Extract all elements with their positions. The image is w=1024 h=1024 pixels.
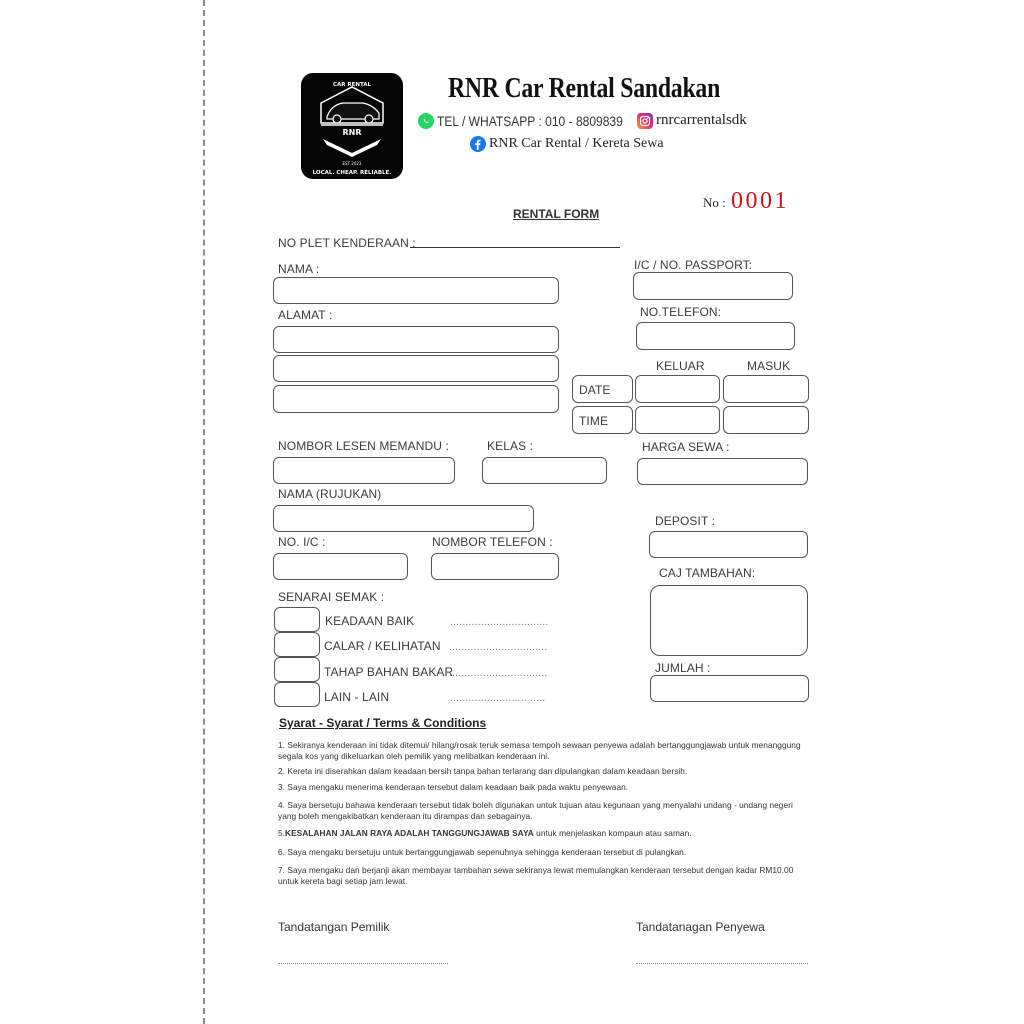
date-label: DATE [579, 383, 611, 397]
facebook-text: RNR Car Rental / Kereta Sewa [489, 136, 664, 151]
checkbox-calar-kelihatan[interactable] [274, 632, 320, 657]
form-title: RENTAL FORM [513, 207, 600, 221]
jumlah-label: JUMLAH : [655, 661, 711, 675]
date-keluar-field[interactable] [635, 375, 720, 403]
no-ic-field[interactable] [273, 553, 408, 580]
caj-tambahan-field[interactable] [650, 585, 808, 656]
checkbox-keadaan-baik[interactable] [274, 607, 320, 632]
form-number-label: No : [703, 195, 726, 210]
owner-signature-line[interactable] [278, 963, 448, 964]
nombor-telefon-field[interactable] [431, 553, 559, 580]
term-5-prefix: 5. [278, 828, 286, 838]
jumlah-field[interactable] [650, 675, 809, 702]
kelas-field[interactable] [482, 457, 607, 484]
kelas-label: KELAS : [487, 439, 534, 453]
nombor-telefon-label: NOMBOR TELEFON : [432, 535, 553, 549]
instagram-icon [637, 113, 653, 129]
checklist-label-calar: CALAR / KELIHATAN [324, 639, 441, 653]
company-logo [301, 73, 403, 179]
checklist-label-keadaan-baik: KEADAAN BAIK [325, 614, 415, 628]
date-masuk-field[interactable] [723, 375, 809, 403]
svg-text:LOCAL. CHEAP. RELIABLE.: LOCAL. CHEAP. RELIABLE. [312, 170, 392, 176]
terms-heading: Syarat - Syarat / Terms & Conditions [279, 716, 487, 730]
svg-text:EST 2023: EST 2023 [342, 161, 362, 166]
alamat-field-1[interactable] [273, 326, 559, 353]
alamat-field-2[interactable] [273, 355, 559, 382]
time-label-box [572, 406, 633, 434]
deposit-label: DEPOSIT : [655, 514, 716, 528]
svg-text:RNR: RNR [342, 128, 362, 137]
term-4: 4. Saya bersetuju bahawa kenderaan tersebut tidak boleh digunakan untuk tujuan atau kegunaan yang menyalahi undang - undang negeri yang boleh mengakibatkan kenderaan itu dirampas dan sebagainya. [278, 800, 793, 821]
plate-input-line[interactable] [410, 247, 620, 248]
checklist-dots-2: ................................ [449, 642, 548, 653]
plate-label: NO PLET KENDERAAN : [278, 236, 416, 250]
term-5-rest: untuk menjelaskan kompaun atau saman. [533, 828, 692, 838]
renter-signature-line[interactable] [636, 963, 808, 964]
nombor-lesen-label: NOMBOR LESEN MEMANDU : [278, 439, 449, 453]
harga-sewa-field[interactable] [637, 458, 808, 485]
time-label: TIME [579, 414, 609, 428]
nama-field[interactable] [273, 277, 559, 304]
svg-text:CAR RENTAL: CAR RENTAL [332, 82, 372, 88]
facebook-icon [470, 136, 486, 152]
harga-sewa-label: HARGA SEWA : [642, 440, 730, 454]
instagram-handle: rnrcarrentalsdk [656, 112, 747, 128]
no-telefon-field[interactable] [636, 322, 795, 350]
checklist-dots-4: ......................... ..... [450, 693, 546, 704]
term-1: 1. Sekiranya kenderaan ini tidak ditemui/ hilang/rosak teruk semasa tempoh sewaan penyewa adalah bertanggungjawab untuk menanggung segala kos yang dikeluarkan oleh pemilik yang melibatkan kenderaan ini. [278, 740, 801, 761]
term-5 [278, 828, 813, 839]
checklist-label-bahan-bakar: TAHAP BAHAN BAKAR [324, 665, 454, 679]
checkbox-tahap-bahan-bakar[interactable] [274, 657, 320, 682]
nama-label: NAMA : [278, 262, 320, 276]
term-7: 7. Saya mengaku dan berjanji akan membayar tambahan sewa sekiranya lewat memulangkan kenderaan tersebut dengan kadar RM10.00 untuk kereta bagi setiap jam lewat. [278, 865, 794, 886]
renter-signature-label: Tandatanagan Penyewa [636, 920, 765, 934]
contact-row [418, 112, 747, 129]
no-telefon-label: NO.TELEFON: [640, 305, 722, 319]
ic-passport-field[interactable] [633, 272, 793, 300]
nombor-lesen-field[interactable] [273, 457, 455, 484]
nama-rujukan-label: NAMA (RUJUKAN) [278, 487, 382, 501]
deposit-field[interactable] [649, 531, 808, 558]
alamat-field-3[interactable] [273, 385, 559, 413]
time-masuk-field[interactable] [723, 406, 809, 434]
no-ic-label: NO. I/C : [278, 535, 326, 549]
masuk-label: MASUK [747, 359, 791, 373]
phone-text: TEL / WHATSAPP : 010 - 8809839 [437, 112, 623, 129]
term-3: 3. Saya mengaku menerima kenderaan tersebut dalam keadaan baik pada waktu penyewaan. [278, 782, 629, 792]
nama-rujukan-field[interactable] [273, 505, 534, 532]
whatsapp-icon [418, 113, 434, 129]
company-name: RNR Car Rental Sandakan [448, 72, 721, 104]
term-2: 2. Kereta ini diserahkan dalam keadaan bersih tanpa bahan terlarang dan dipulangkan dalam keadaan bersih. [278, 766, 688, 776]
term-5-bold: KESALAHAN JALAN RAYA ADALAH TANGGUNGJAWAB SAYA [285, 828, 534, 838]
checkbox-lain-lain[interactable] [274, 682, 320, 707]
checklist-dots-3: ................................ [449, 668, 548, 679]
checklist-label-lain: LAIN - LAIN [324, 690, 390, 704]
facebook-row [470, 136, 664, 152]
cut-line [203, 0, 205, 1024]
form-number-value: 0001 [731, 188, 789, 214]
owner-signature-label: Tandatangan Pemilik [278, 920, 390, 934]
time-keluar-field[interactable] [635, 406, 720, 434]
term-6: 6. Saya mengaku bersetuju untuk bertanggungjawab sepenuhnya sehingga kenderaan tersebut di pulangkan. [278, 847, 687, 857]
alamat-label: ALAMAT : [278, 308, 333, 322]
keluar-label: KELUAR [656, 359, 705, 373]
ic-passport-label: I/C / NO. PASSPORT: [634, 258, 753, 272]
checklist-title: SENARAI SEMAK : [278, 590, 385, 604]
checklist-dots-1: ................................ [450, 617, 549, 628]
date-label-box [572, 375, 633, 403]
caj-tambahan-label: CAJ TAMBAHAN: [659, 566, 756, 580]
